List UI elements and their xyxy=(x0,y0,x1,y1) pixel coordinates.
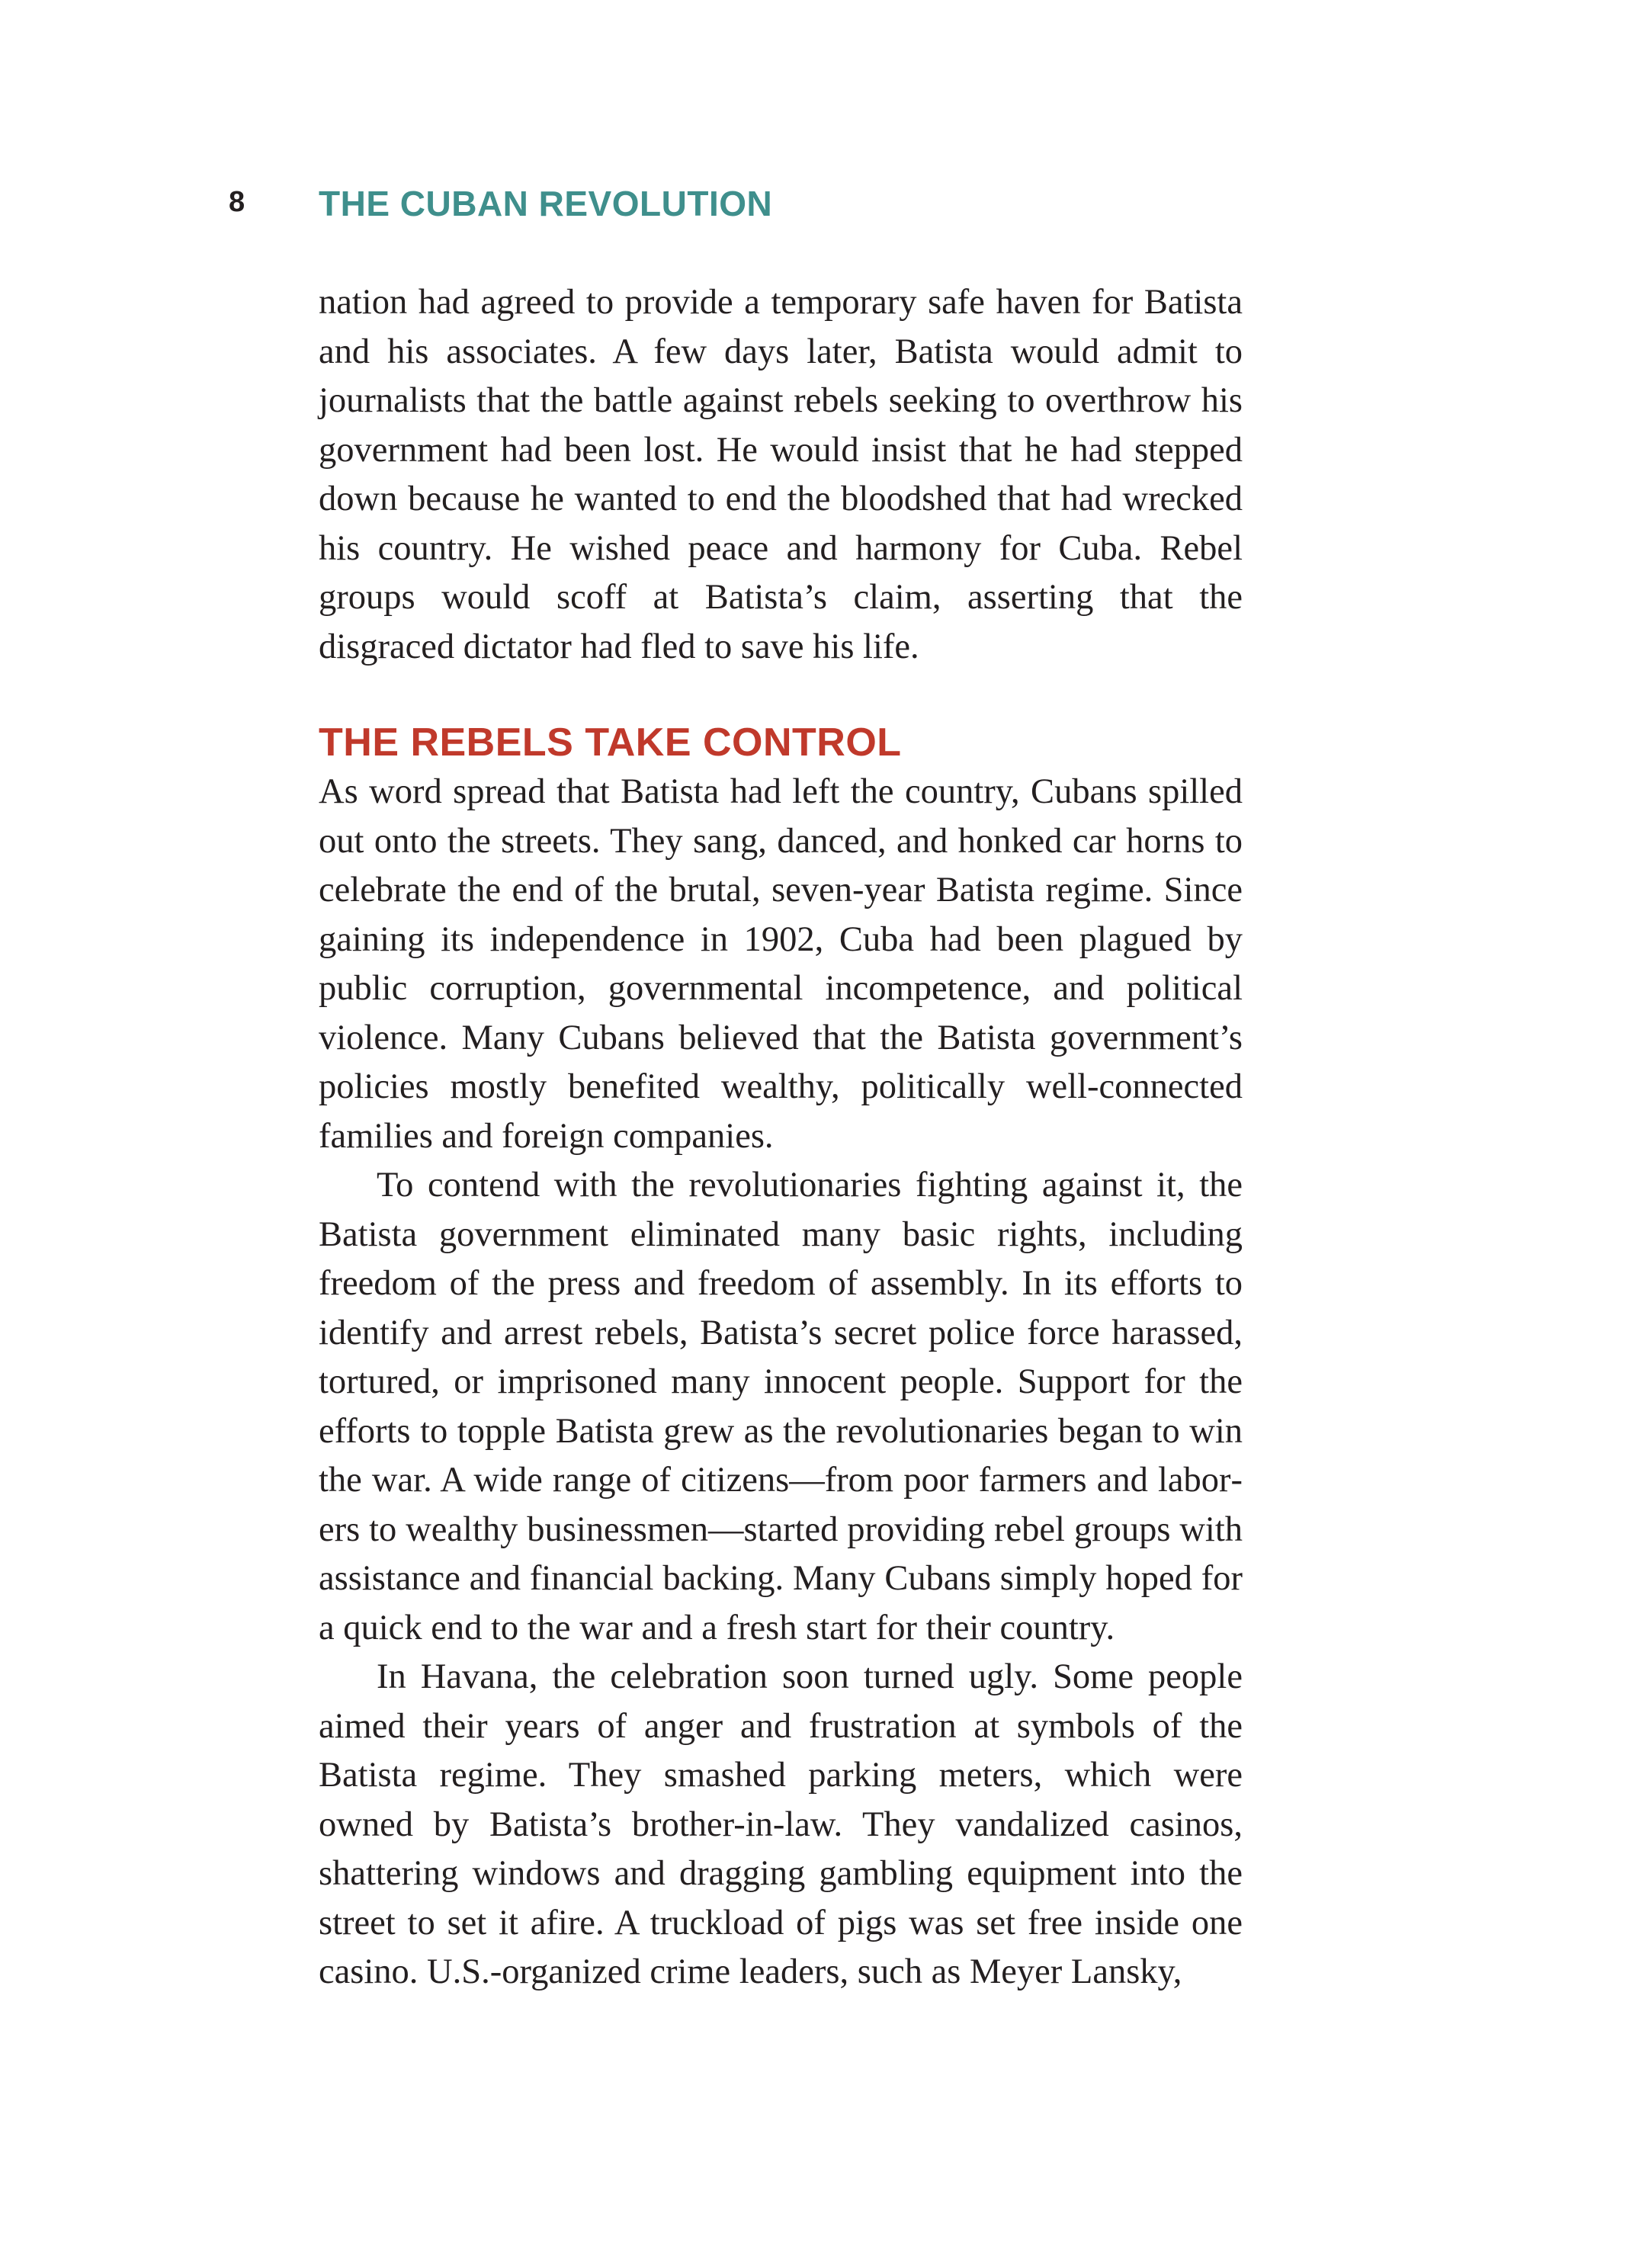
book-title: THE CUBAN REVOLUTION xyxy=(319,184,773,223)
section-paragraph-3: In Havana, the celebration soon turned ugly. Some people aimed their years of anger and frustration at symbols of the Batista regime. They smashed parking meters, which were owned by Batista’s brother-in-law. They vandalized casinos, shattering windows and dragging gambling equipment into the street to set it afire. A truckload of pigs was set free inside one casino. U.S.-organized crime leaders, such as Meyer Lansky, xyxy=(319,1657,1243,1991)
page-number: 8 xyxy=(229,186,245,218)
section-paragraph-2: To contend with the revolutionaries fighting against it, the Batista government eliminated many basic rights, including freedom of the press and freedom of assembly. In its efforts to identify and arrest rebels, Batista’s secret police force harassed, tortured, or imprisoned many innocent people. Support for the efforts to topple Batista grew as the revolutionaries began to win the war. A wide range of citizens—from poor farmers and laborers to wealthy businessmen—started providing rebel groups with assistance and financial backing. Many Cubans simply hoped for a quick end to the war and a fresh start for their country. xyxy=(319,1166,1243,1647)
section-paragraph-1: As word spread that Batista had left the country, Cubans spilled out onto the streets. They sang, danced, and honked car horns to celebrate the end of the brutal, seven-year Batista regime. Since gaining its independence in 1902, Cuba had been plagued by public corruption, governmental incompetence, and political violence. Many Cubans believed that the Batista government’s policies mostly benefited wealthy, politically well-connected families and foreign companies. xyxy=(319,772,1243,1156)
running-head xyxy=(0,183,1639,236)
section-heading: THE REBELS TAKE CONTROL xyxy=(319,720,902,765)
intro-paragraph: nation had agreed to provide a temporary safe haven for Batista and his associates. A few days later, Batista would admit to journalists that the battle against rebels seeking to overthrow his government had been lost. He would insist that he had stepped down because he wanted to end the bloodshed that had wrecked his country. He wished peace and harmony for Cuba. Rebel groups would scoff at Batista’s claim, asserting that the disgraced dictator had fled to save his life. xyxy=(319,283,1243,666)
body-text xyxy=(319,278,1243,1997)
